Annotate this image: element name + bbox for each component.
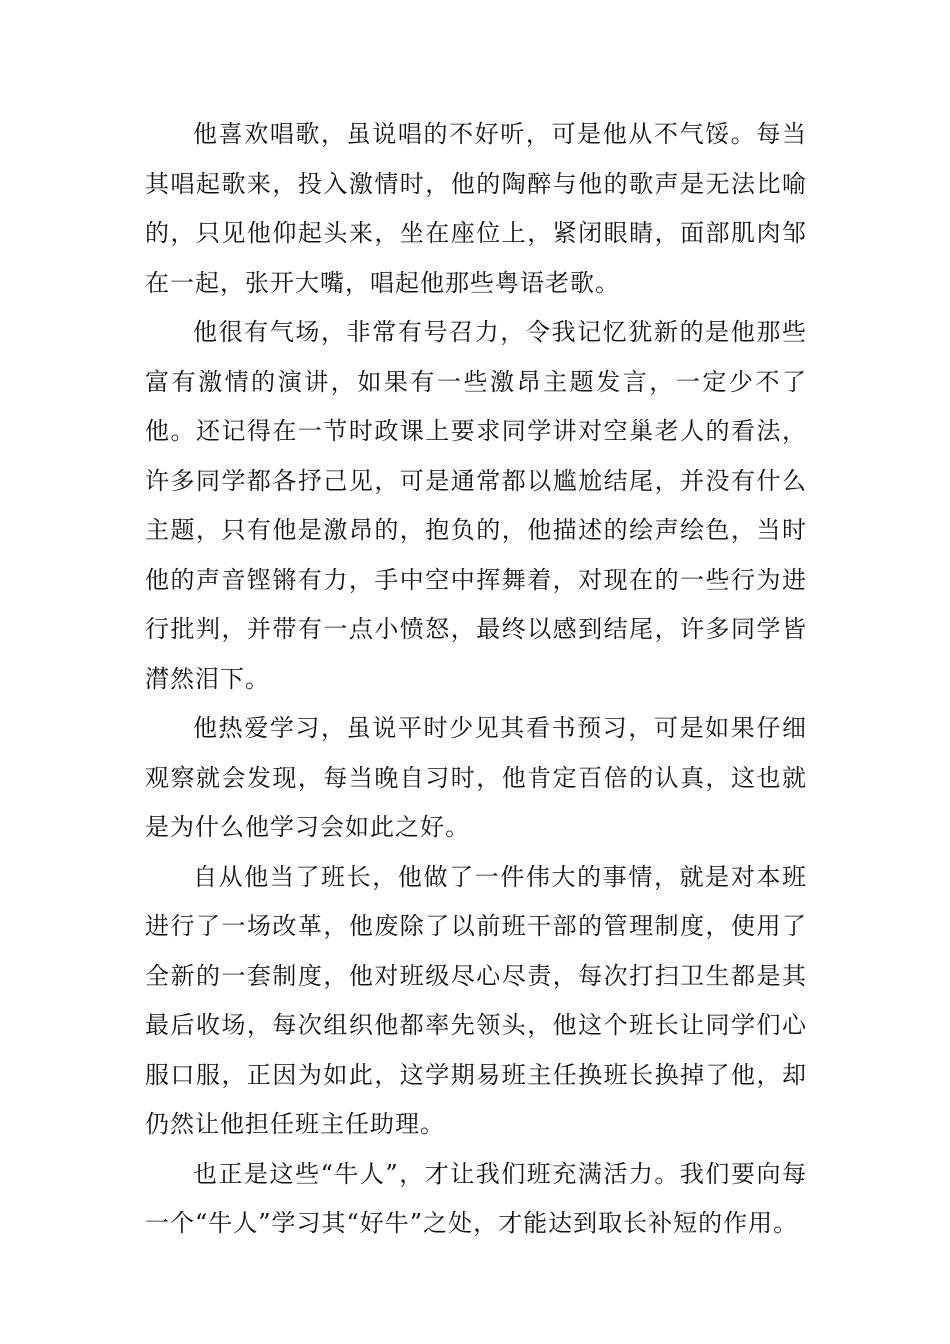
document-body [145, 110, 807, 1249]
paragraph-monitor: 自从他当了班长，他做了一件伟大的事情，就是对本班进行了一场改革，他废除了以前班干部的管理制度，使用了全新的一套制度，他对班级尽心尽责，每次打扫卫生都是其最后收场，每次组织他都率先领头，他这个班长让同学们心服口服，正因为如此，这学期易班主任换班长换掉了他，却仍然让他担任班主任助理。 [145, 862, 807, 1138]
paragraph-singing: 他喜欢唱歌，虽说唱的不好听，可是他从不气馁。每当其唱起歌来，投入激情时，他的陶醉与他的歌声是无法比喻的，只见他仰起头来，坐在座位上，紧闭眼睛，面部肌肉邹在一起，张开大嘴，唱起他那些粤语老歌。 [145, 120, 807, 297]
paragraph-study: 他热爱学习，虽说平时少见其看书预习，可是如果仔细观察就会发现，每当晚自习时，他肯定百倍的认真，这也就是为什么他学习会如此之好。 [145, 714, 807, 841]
paragraph-conclusion: 也正是这些“牛人”，才让我们班充满活力。我们要向每一个“牛人”学习其“好牛”之处，才能达到取长补短的作用。 [145, 1159, 807, 1237]
paragraph-presence: 他很有气场，非常有号召力，令我记忆犹新的是他那些富有激情的演讲，如果有一些激昂主题发言，一定少不了他。还记得在一节时政课上要求同学讲对空巢老人的看法，许多同学都各抒己见，可是通常都以尴尬结尾，并没有什么主题，只有他是激昂的，抱负的，他描述的绘声绘色，当时他的声音铿锵有力，手中空中挥舞着，对现在的一些行为进行批判，并带有一点小愤怒，最终以感到结尾，许多同学皆潸然泪下。 [145, 318, 807, 693]
